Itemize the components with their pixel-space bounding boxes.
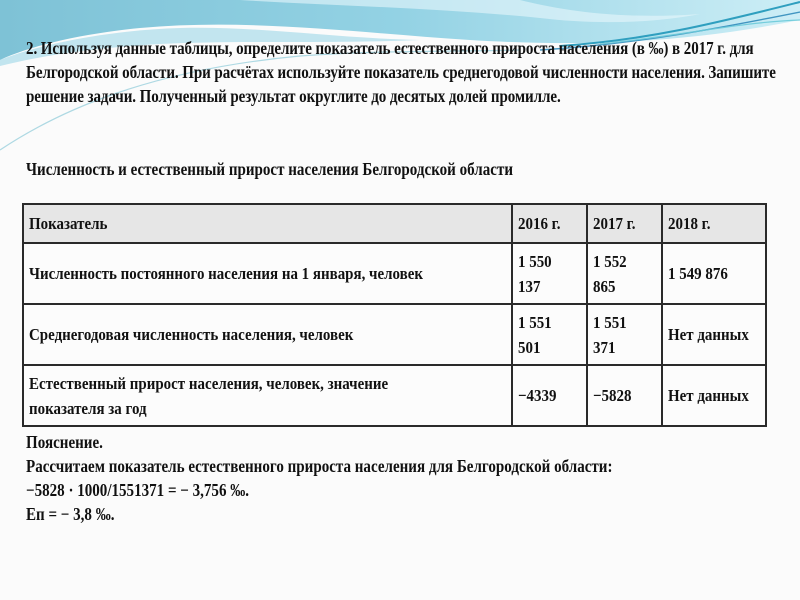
cell-2016: 1 551 501 bbox=[512, 304, 587, 365]
row-label: Естественный прирост населения, человек, значение показателя за год bbox=[23, 365, 512, 426]
row-label: Среднегодовая численность населения, человек bbox=[23, 304, 512, 365]
table-caption: Численность и естественный прирост населения Белгородской области bbox=[26, 159, 514, 179]
table-header-row bbox=[23, 204, 766, 243]
cell-2017: 1 552 865 bbox=[587, 243, 662, 304]
explanation-answer: Еп = − 3,8 ‰. bbox=[26, 504, 115, 524]
explanation-block bbox=[26, 430, 612, 526]
header-indicator: Показатель bbox=[23, 204, 512, 243]
cell-2018: Нет данных bbox=[662, 304, 766, 365]
table-row bbox=[23, 365, 766, 426]
header-2016: 2016 г. bbox=[512, 204, 587, 243]
row-label: Численность постоянного населения на 1 января, человек bbox=[23, 243, 512, 304]
explanation-formula: −5828 · 1000/1551371 = − 3,756 ‰. bbox=[26, 480, 250, 500]
cell-2016: −4339 bbox=[512, 365, 587, 426]
cell-2017: −5828 bbox=[587, 365, 662, 426]
cell-2018: Нет данных bbox=[662, 365, 766, 426]
task-statement: 2. Используя данные таблицы, определите показатель естественного прироста населения (в ‰) в 2017 г. для Белгородской области. При расчётах используйте показатель среднегодовой численности населения. Запишите решение задачи. Полученный результат округлите до десятых долей промилле. bbox=[26, 38, 776, 106]
header-2017: 2017 г. bbox=[587, 204, 662, 243]
cell-2018: 1 549 876 bbox=[662, 243, 766, 304]
cell-2017: 1 551 371 bbox=[587, 304, 662, 365]
explanation-title: Пояснение. bbox=[26, 432, 103, 452]
cell-2016: 1 550 137 bbox=[512, 243, 587, 304]
table-row bbox=[23, 304, 766, 365]
header-2018: 2018 г. bbox=[662, 204, 766, 243]
explanation-intro: Рассчитаем показатель естественного прироста населения для Белгородской области: bbox=[26, 456, 613, 476]
table-row bbox=[23, 243, 766, 304]
population-table bbox=[22, 203, 767, 427]
